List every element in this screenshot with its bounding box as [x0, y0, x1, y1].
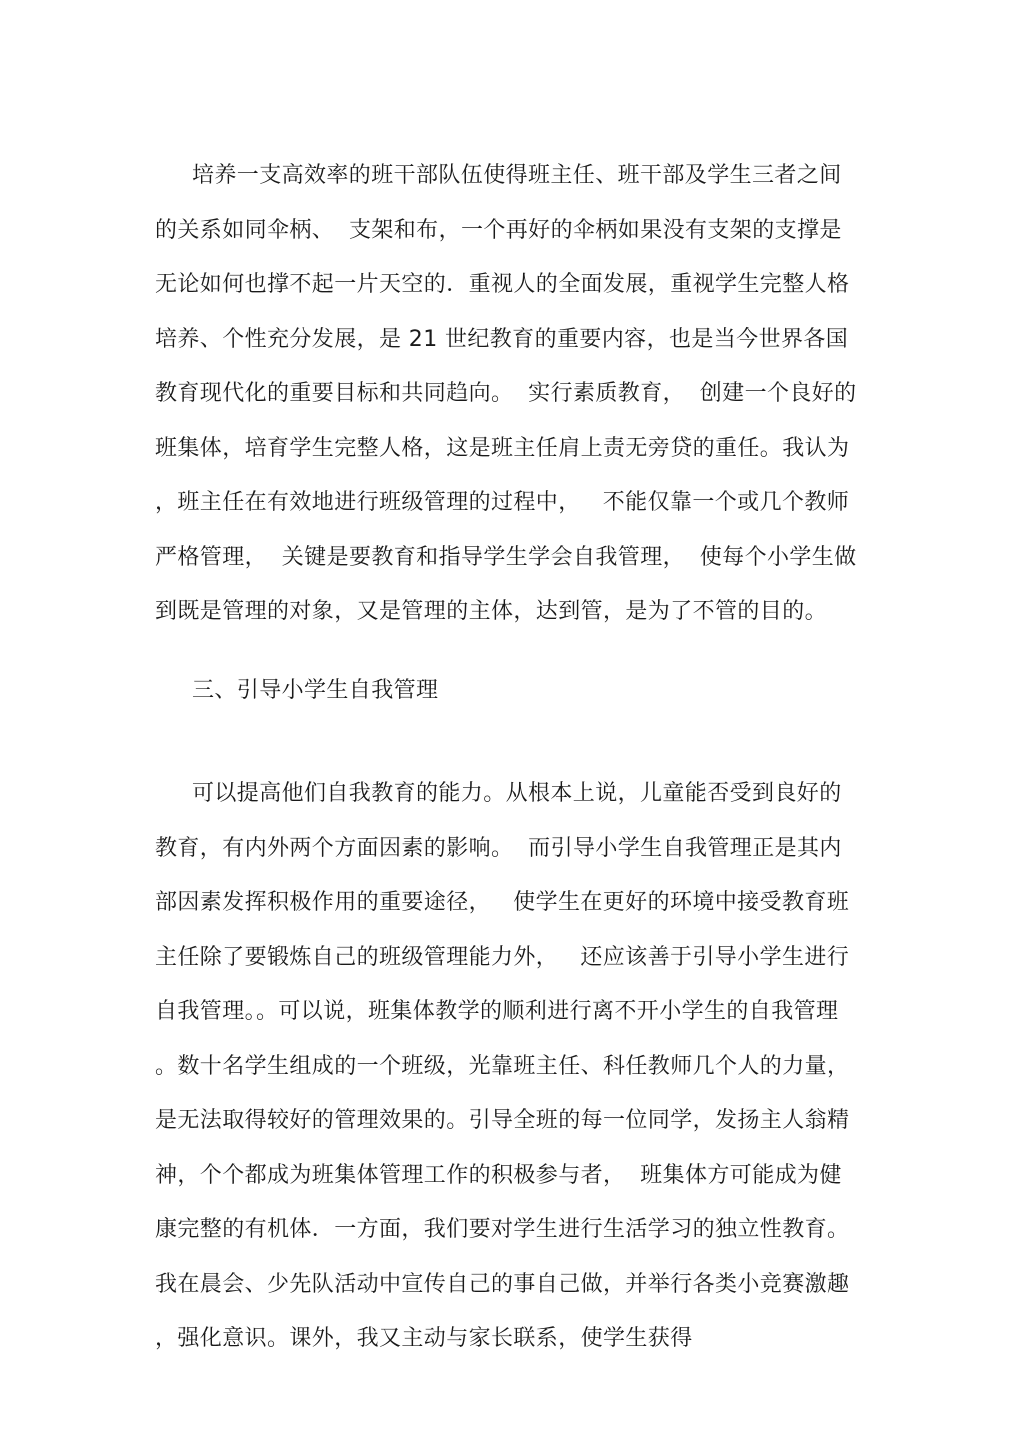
- paragraph-line: 培养、个性充分发展，是 21 世纪教育的重要内容，也是当今世界各国: [155, 326, 849, 352]
- paragraph-line: 。数十名学生组成的一个班级，光靠班主任、科任教师几个人的力量，: [155, 1053, 850, 1079]
- paragraph-line: ，班主任在有效地进行班级管理的过程中， 不能仅靠一个或几个教师: [155, 490, 850, 515]
- paragraph-line: 培养一支高效率的班干部队伍使得班主任、班干部及学生三者之间: [192, 163, 842, 188]
- paragraph-line: 主任除了要锻炼自己的班级管理能力外， 还应该善于引导小学生进行: [155, 944, 850, 970]
- paragraph-line: 班集体，培育学生完整人格，这是班主任肩上责无旁贷的重任。我认为: [155, 435, 850, 461]
- paragraph-line: 严格管理， 关键是要教育和指导学生学会自我管理， 使每个小学生做: [155, 544, 857, 570]
- paragraph-line: 神，个个都成为班集体管理工作的积极参与者， 班集体方可能成为健: [155, 1162, 842, 1188]
- paragraph-1: [155, 149, 860, 640]
- paragraph-line: 可以提高他们自我教育的能力。从根本上说，儿童能否受到良好的: [192, 781, 842, 806]
- section-heading: [155, 664, 860, 719]
- paragraph-line: 到既是管理的对象，又是管理的主体，达到管，是为了不管的目的。: [155, 599, 828, 624]
- paragraph-line: 的关系如同伞柄、 支架和布，一个再好的伞柄如果没有支架的支撑是: [155, 217, 842, 243]
- paragraph-line: 教育现代化的重要目标和共同趋向。 实行素质教育， 创建一个良好的: [155, 381, 857, 406]
- section-heading-text: 三、引导小学生自我管理: [192, 678, 439, 703]
- paragraph-line: 自我管理。。可以说，班集体教学的顺利进行离不开小学生的自我管理: [155, 999, 839, 1024]
- paragraph-line: 部因素发挥积极作用的重要途径， 使学生在更好的环境中接受教育班: [155, 890, 850, 915]
- paragraph-line: ，强化意识。课外，我又主动与家长联系，使学生获得: [155, 1326, 693, 1351]
- paragraph-line: 康完整的有机体．一方面，我们要对学生进行生活学习的独立性教育。: [155, 1217, 850, 1242]
- paragraph-line: 无论如何也撑不起一片天空的．重视人的全面发展，重视学生完整人格: [155, 272, 850, 297]
- paragraph-2: [155, 767, 860, 1367]
- paragraph-line: 教育，有内外两个方面因素的影响。 而引导小学生自我管理正是其内: [155, 835, 842, 861]
- paragraph-line: 我在晨会、少先队活动中宣传自己的事自己做，并举行各类小竞赛激趣: [155, 1271, 850, 1297]
- paragraph-line: 是无法取得较好的管理效果的。引导全班的每一位同学，发扬主人翁精: [155, 1108, 850, 1133]
